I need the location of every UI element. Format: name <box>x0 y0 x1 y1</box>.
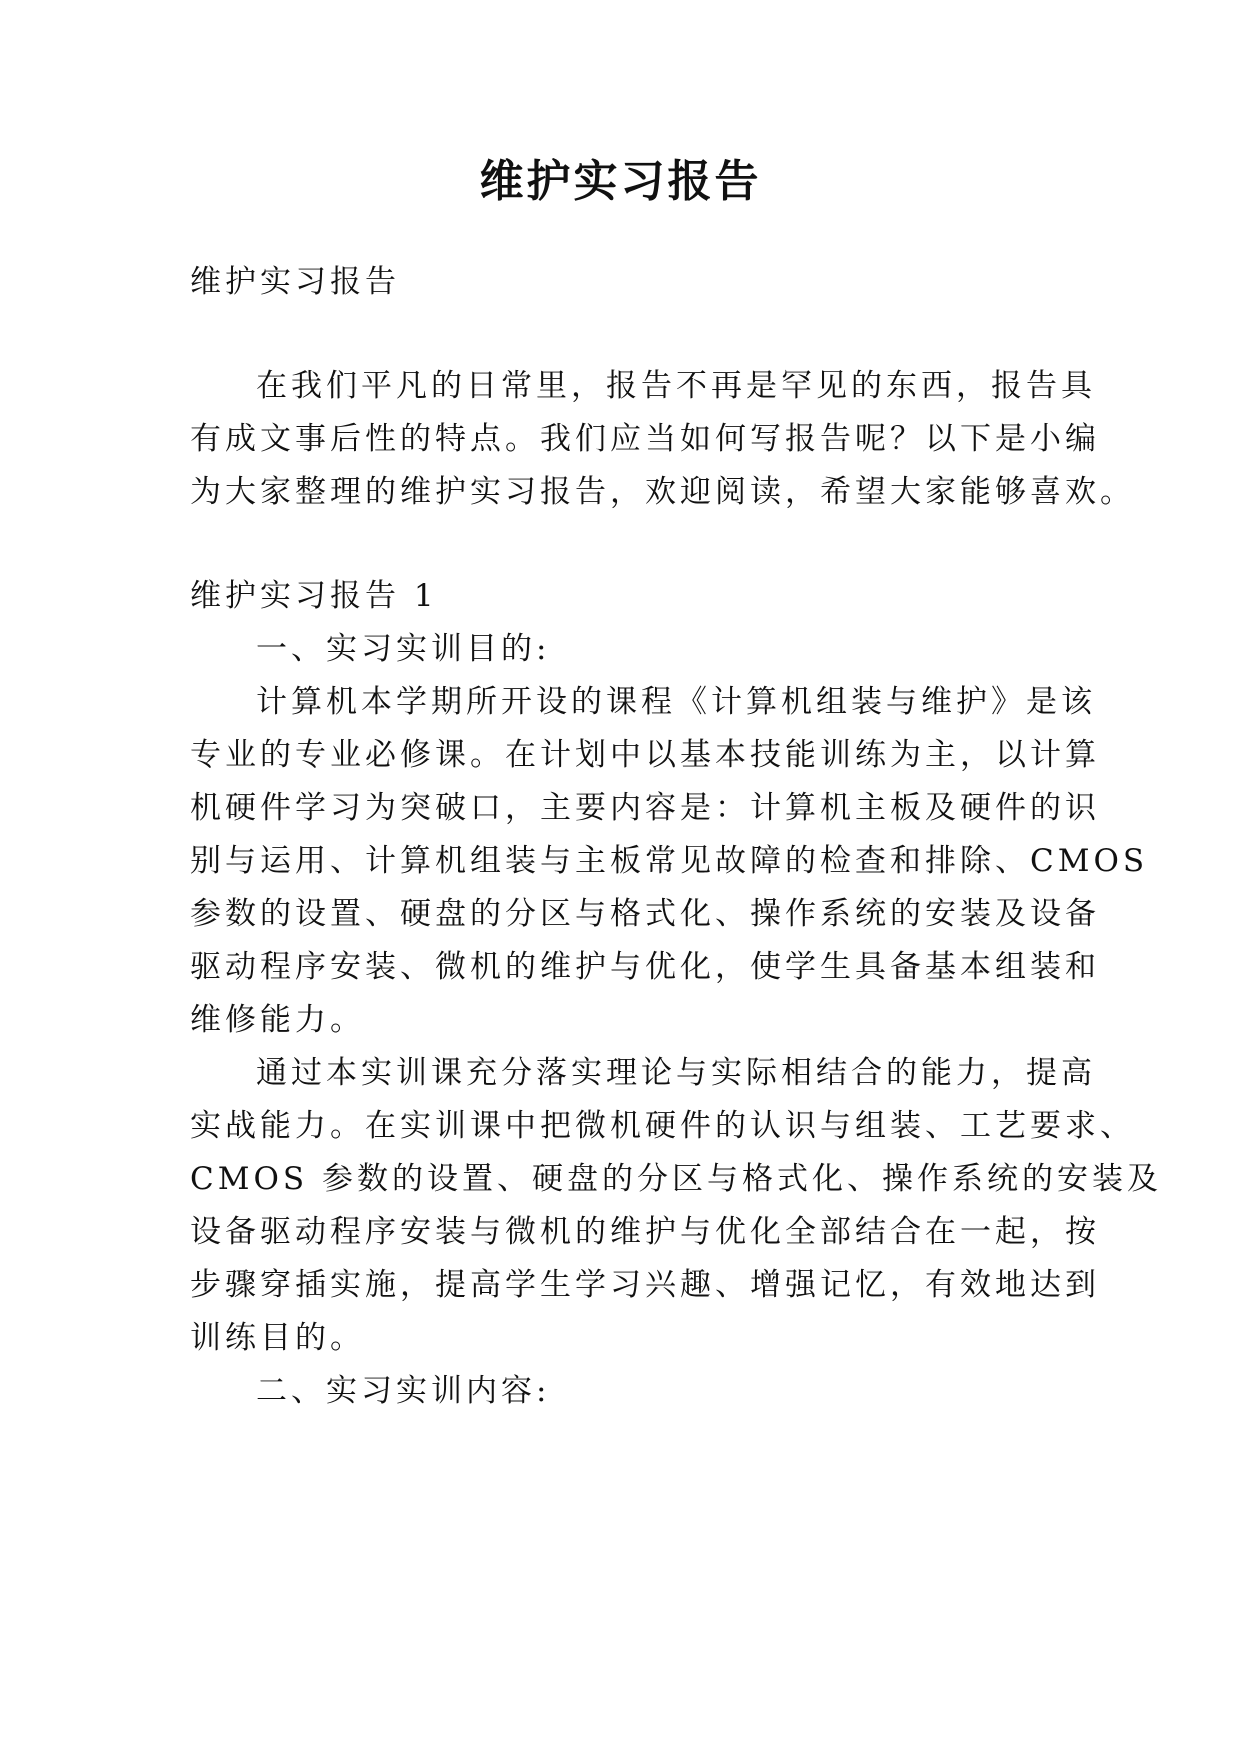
para1-line-2: 专业的专业必修课。在计划中以基本技能训练为主，以计算 <box>190 737 1100 773</box>
para2-line-4: 设备驱动程序安装与微机的维护与优化全部结合在一起，按 <box>190 1214 1100 1250</box>
para2-line-3: CMOS 参数的设置、硬盘的分区与格式化、操作系统的安装及 <box>190 1161 1162 1197</box>
para2-line-6: 训练目的。 <box>190 1320 365 1356</box>
document-subtitle: 维护实习报告 <box>190 264 400 300</box>
para2-line-1: 通过本实训课充分落实理论与实际相结合的能力，提高 <box>256 1055 1096 1091</box>
part1-heading: 一、实习实训目的: <box>256 631 551 667</box>
para2-line-5: 步骤穿插实施，提高学生学习兴趣、增强记忆，有效地达到 <box>190 1267 1100 1303</box>
para1-line-1: 计算机本学期所开设的课程《计算机组装与维护》是该 <box>256 684 1096 720</box>
para2-line-2: 实战能力。在实训课中把微机硬件的认识与组装、工艺要求、 <box>190 1108 1135 1144</box>
para1-line-3: 机硬件学习为突破口，主要内容是：计算机主板及硬件的识 <box>190 790 1100 826</box>
para1-line-6: 驱动程序安装、微机的维护与优化，使学生具备基本组装和 <box>190 949 1100 985</box>
document-title: 维护实习报告 <box>479 156 762 207</box>
para1-line-5: 参数的设置、硬盘的分区与格式化、操作系统的安装及设备 <box>190 896 1100 932</box>
section-heading: 维护实习报告 1 <box>190 578 438 614</box>
part2-heading: 二、实习实训内容: <box>256 1373 551 1409</box>
intro-line-2: 有成文事后性的特点。我们应当如何写报告呢？以下是小编 <box>190 421 1100 457</box>
intro-line-3: 为大家整理的维护实习报告，欢迎阅读，希望大家能够喜欢。 <box>190 474 1135 510</box>
para1-line-7: 维修能力。 <box>190 1002 365 1038</box>
intro-line-1: 在我们平凡的日常里，报告不再是罕见的东西，报告具 <box>256 368 1096 404</box>
para1-line-4: 别与运用、计算机组装与主板常见故障的检查和排除、CMOS <box>190 843 1149 879</box>
